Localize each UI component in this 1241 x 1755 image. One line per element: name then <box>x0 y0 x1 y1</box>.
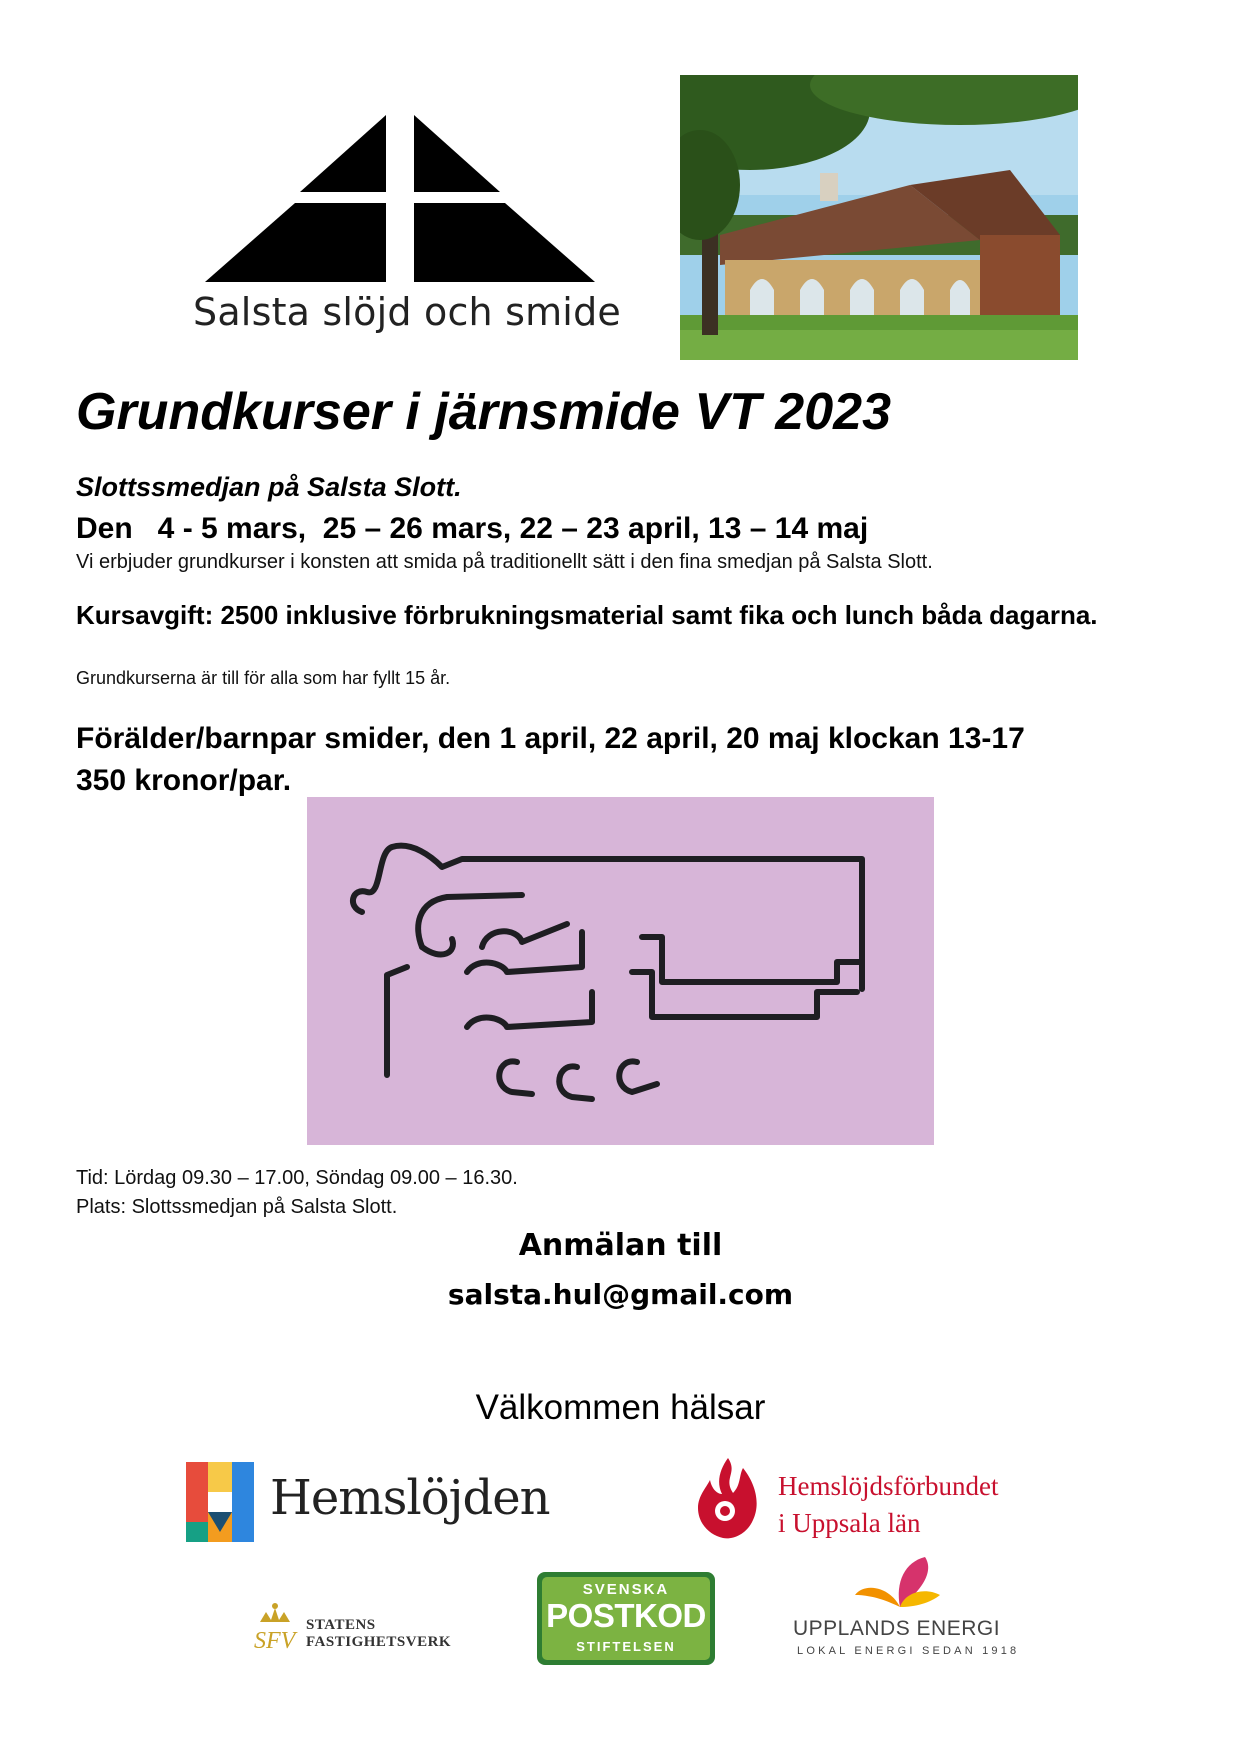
forged-items-photo <box>307 797 934 1145</box>
course-place: Plats: Slottssmedjan på Salsta Slott. <box>76 1196 398 1218</box>
upplands-energi-logo-text: UPPLANDS ENERGI <box>793 1617 1001 1640</box>
logo-name: Salsta slöjd och smide <box>193 290 621 334</box>
signup-heading: Anmälan till <box>518 1228 723 1263</box>
sfv-line1: STATENS <box>306 1617 376 1633</box>
hemslojdsforbundet-flame-icon <box>693 1453 763 1541</box>
welcome-text: Välkommen hälsar <box>475 1388 766 1427</box>
page-title: Grundkurser i järnsmide VT 2023 <box>76 383 891 441</box>
postkod-line1: SVENSKA <box>582 1581 670 1598</box>
hemslojden-logo-icon <box>186 1462 254 1542</box>
svg-text:SFV: SFV <box>254 1628 296 1654</box>
hemslojden-logo-text: Hemslöjden <box>270 1470 550 1526</box>
parent-child-price: 350 kronor/par. <box>76 764 292 797</box>
hemslojdsforbundet-line2: i Uppsala län <box>778 1508 921 1538</box>
smithy-photo <box>680 75 1078 360</box>
parent-child-section <box>76 718 1176 802</box>
hemslojdsforbundet-line1: Hemslöjdsförbundet <box>778 1471 999 1501</box>
postkod-line3: STIFTELSEN <box>576 1639 676 1654</box>
sfv-line2: FASTIGHETSVERK <box>306 1634 452 1650</box>
age-note: Grundkurserna är till för alla som har fyllt 15 år. <box>76 668 451 688</box>
upplands-energi-tagline: LOKAL ENERGI SEDAN 1918 <box>797 1645 1020 1657</box>
course-dates: Den 4 - 5 mars, 25 – 26 mars, 22 – 23 april, 13 – 14 maj <box>76 512 869 545</box>
location-subtitle: Slottssmedjan på Salsta Slott. <box>76 472 462 502</box>
upplands-energi-butterfly-icon <box>852 1555 947 1610</box>
course-fee: Kursavgift: 2500 inklusive förbrukningsmaterial samt fika och lunch båda dagarna. <box>76 600 1098 630</box>
course-time: Tid: Lördag 09.30 – 17.00, Söndag 09.00 – 16.30. <box>76 1167 518 1189</box>
salsta-logo-icon <box>200 110 600 285</box>
signup-email-link[interactable]: salsta.hul@gmail.com <box>447 1278 794 1311</box>
postkod-line2: POSTKOD <box>546 1597 706 1634</box>
intro-text: Vi erbjuder grundkurser i konsten att smida på traditionellt sätt i den fina smedjan på Salsta Slott. <box>76 551 933 573</box>
parent-child-dates: Förälder/barnpar smider, den 1 april, 22 april, 20 maj klockan 13-17 <box>76 722 1025 755</box>
hemslojdsforbundet-logo-text <box>778 1468 998 1542</box>
